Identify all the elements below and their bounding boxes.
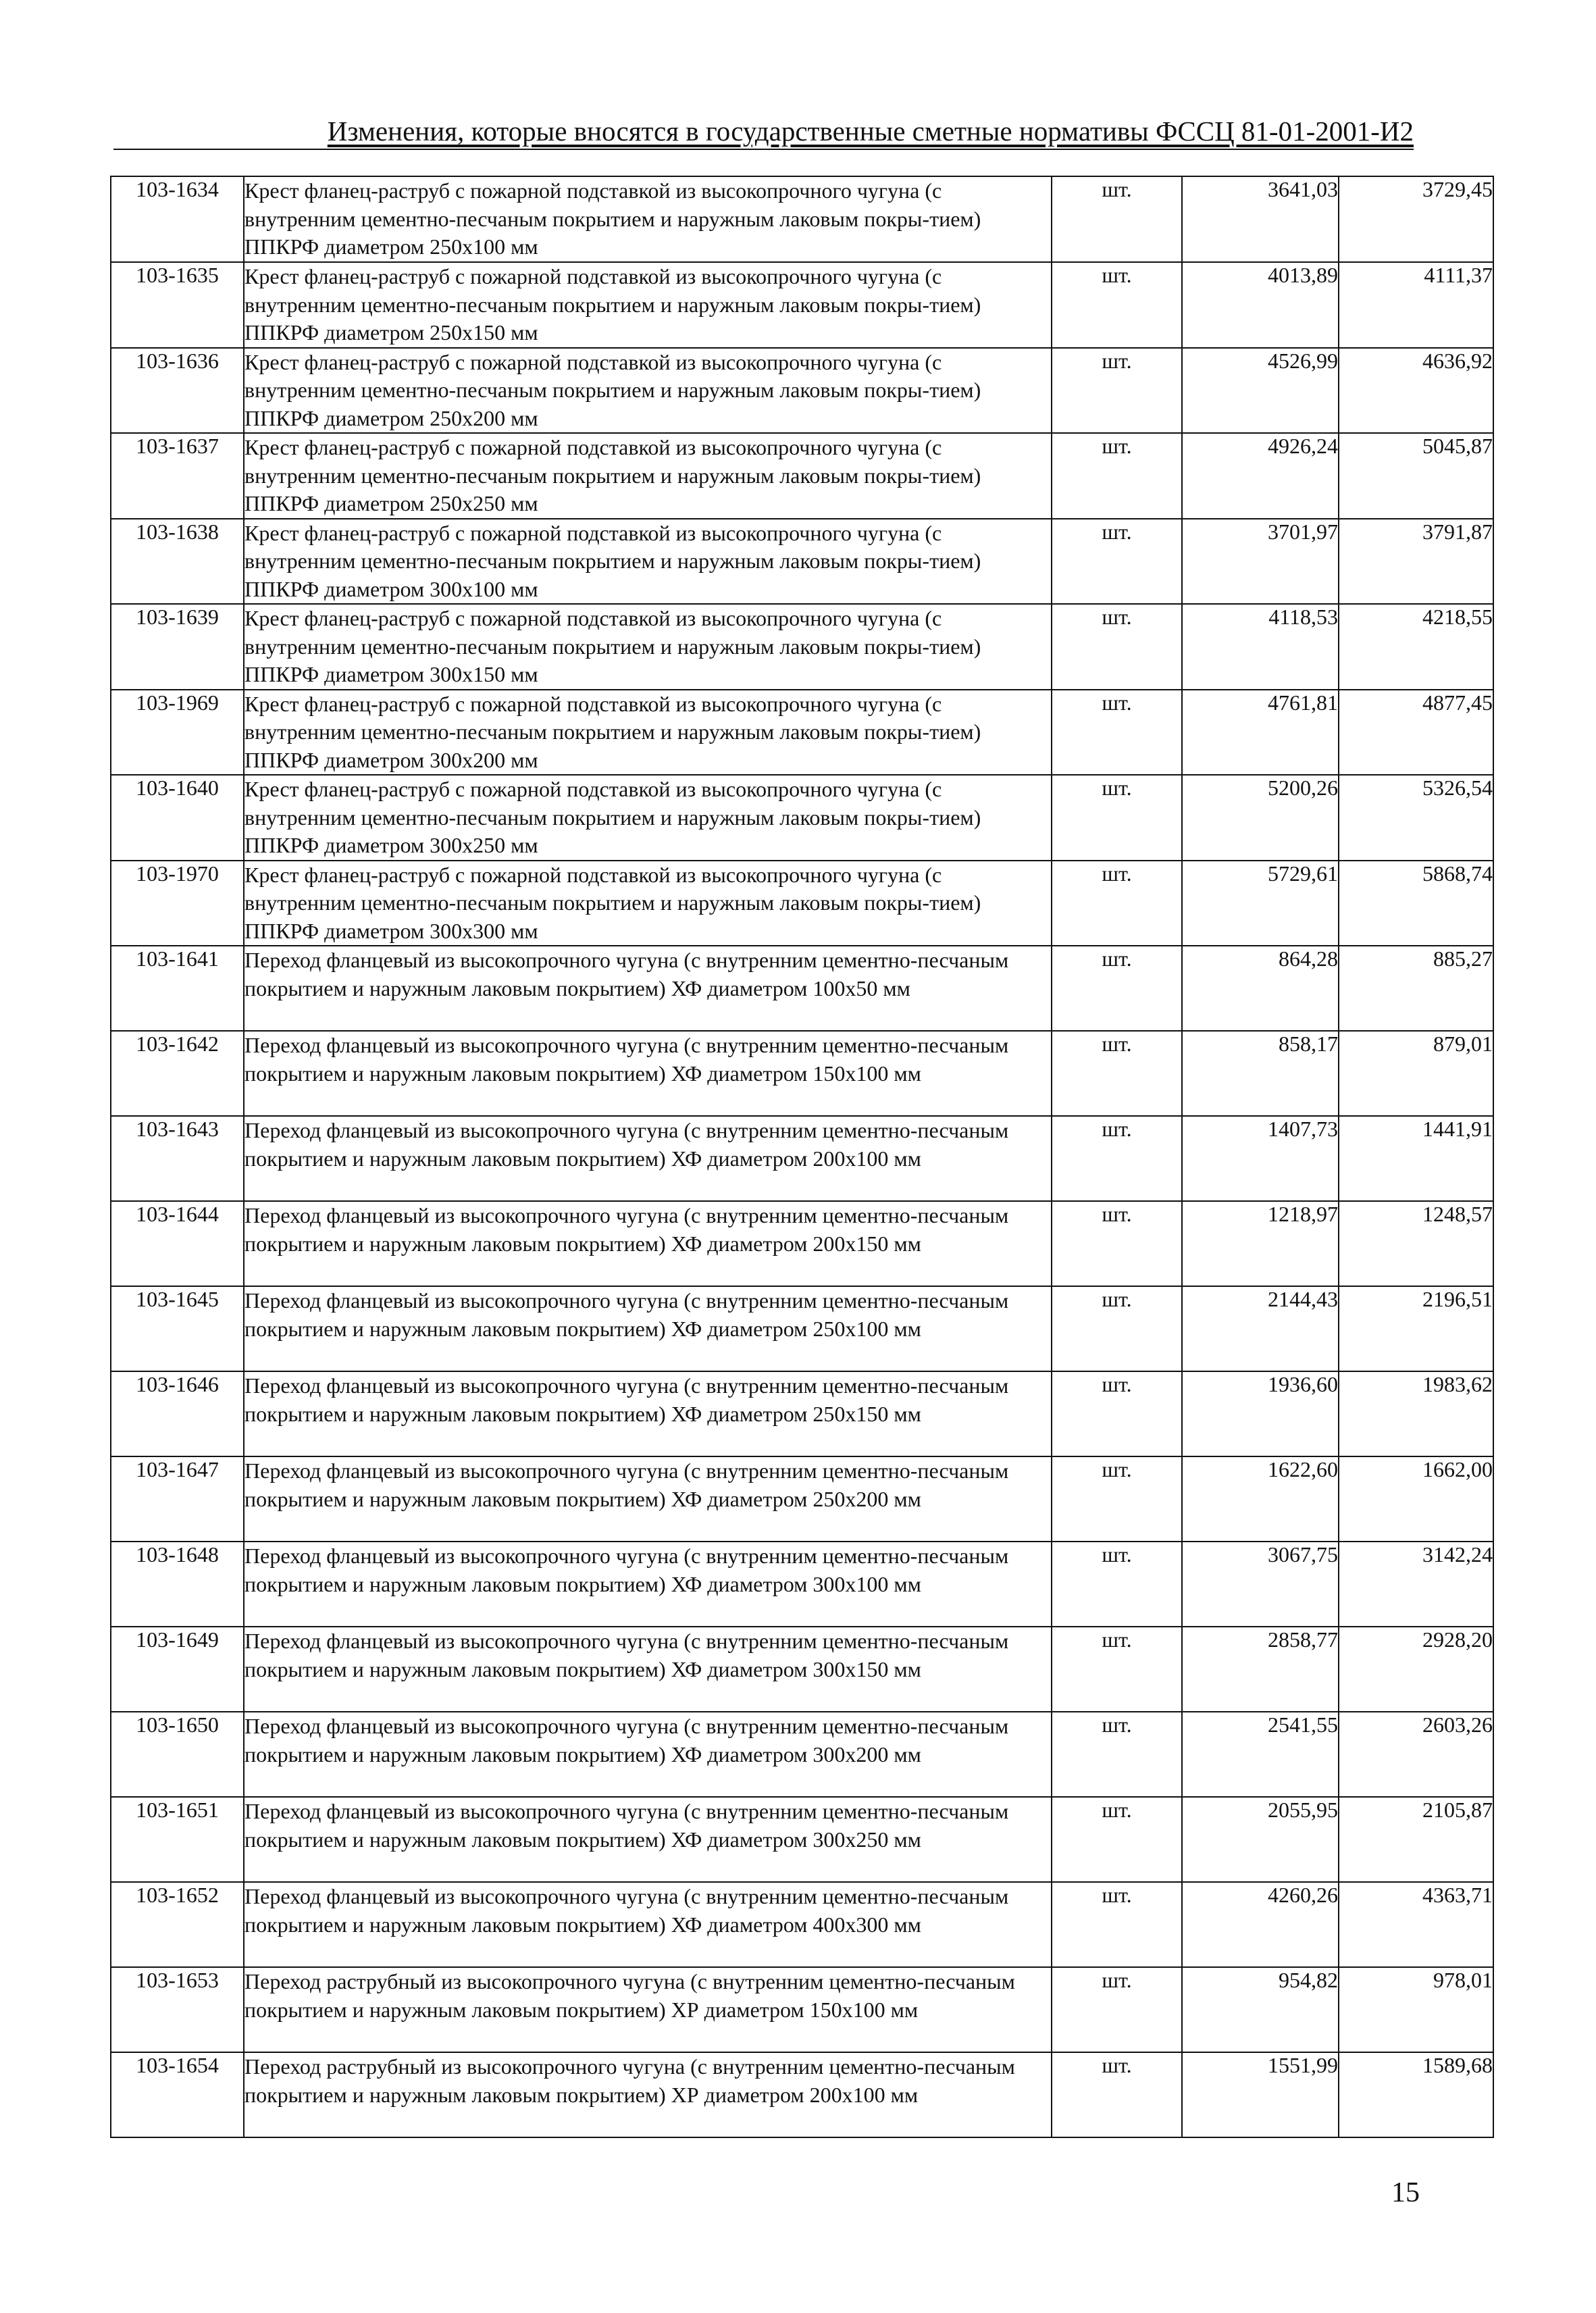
row-code: 103-1642 — [111, 1031, 244, 1116]
row-unit: шт. — [1052, 1371, 1182, 1456]
row-price-2: 2105,87 — [1339, 1797, 1493, 1882]
table-row — [111, 1456, 1493, 1542]
table-row — [111, 1967, 1493, 2052]
row-price-2: 5045,87 — [1339, 433, 1493, 519]
row-code: 103-1635 — [111, 262, 244, 348]
row-code: 103-1653 — [111, 1967, 244, 2052]
page-header — [113, 115, 1414, 150]
row-code: 103-1644 — [111, 1201, 244, 1286]
row-price-1: 5729,61 — [1182, 861, 1339, 946]
row-price-2: 885,27 — [1339, 946, 1493, 1031]
table-row — [111, 1201, 1493, 1286]
row-price-2: 3791,87 — [1339, 519, 1493, 605]
row-description: Переход фланцевый из высокопрочного чугуна (с внутренним цементно-песчаным покрытием и наружным лаковым покрытием) ХФ диаметром 300x150 мм — [244, 1627, 1052, 1712]
row-price-1: 1622,60 — [1182, 1456, 1339, 1542]
row-code: 103-1634 — [111, 176, 244, 262]
row-description: Крест фланец-раструб с пожарной подставкой из высокопрочного чугуна (с внутренним цементно-песчаным покрытием и наружным лаковым покры-тием) ППКРФ диаметром 300x300 мм — [244, 861, 1052, 946]
row-price-2: 1248,57 — [1339, 1201, 1493, 1286]
row-description: Крест фланец-раструб с пожарной подставкой из высокопрочного чугуна (с внутренним цементно-песчаным покрытием и наружным лаковым покры-тием) ППКРФ диаметром 250x250 мм — [244, 433, 1052, 519]
row-unit: шт. — [1052, 946, 1182, 1031]
table-row — [111, 1627, 1493, 1712]
row-price-1: 954,82 — [1182, 1967, 1339, 2052]
row-code: 103-1643 — [111, 1116, 244, 1201]
row-price-1: 4013,89 — [1182, 262, 1339, 348]
row-price-2: 5326,54 — [1339, 775, 1493, 861]
table-row — [111, 690, 1493, 776]
row-description: Переход раструбный из высокопрочного чугуна (с внутренним цементно-песчаным покрытием и наружным лаковым покрытием) ХР диаметром 150x100 мм — [244, 1967, 1052, 2052]
table-row — [111, 348, 1493, 434]
row-unit: шт. — [1052, 1031, 1182, 1116]
row-code: 103-1969 — [111, 690, 244, 776]
row-unit: шт. — [1052, 1286, 1182, 1371]
row-price-1: 1218,97 — [1182, 1201, 1339, 1286]
row-code: 103-1645 — [111, 1286, 244, 1371]
row-price-1: 4260,26 — [1182, 1882, 1339, 1967]
row-unit: шт. — [1052, 690, 1182, 776]
price-table-body — [111, 176, 1493, 2137]
table-row — [111, 946, 1493, 1031]
table-row — [111, 176, 1493, 262]
row-description: Крест фланец-раструб с пожарной подставкой из высокопрочного чугуна (с внутренним цементно-песчаным покрытием и наружным лаковым покры-тием) ППКРФ диаметром 300x250 мм — [244, 775, 1052, 861]
row-code: 103-1640 — [111, 775, 244, 861]
row-price-1: 1551,99 — [1182, 2052, 1339, 2137]
row-price-1: 864,28 — [1182, 946, 1339, 1031]
row-unit: шт. — [1052, 1456, 1182, 1542]
row-price-2: 1589,68 — [1339, 2052, 1493, 2137]
row-code: 103-1650 — [111, 1712, 244, 1797]
row-price-1: 2144,43 — [1182, 1286, 1339, 1371]
row-price-1: 3701,97 — [1182, 519, 1339, 605]
table-row — [111, 433, 1493, 519]
price-table — [110, 176, 1494, 2138]
row-code: 103-1636 — [111, 348, 244, 434]
row-unit: шт. — [1052, 775, 1182, 861]
row-price-1: 4526,99 — [1182, 348, 1339, 434]
row-code: 103-1639 — [111, 604, 244, 690]
row-code: 103-1649 — [111, 1627, 244, 1712]
table-row — [111, 1031, 1493, 1116]
header-title: Изменения, которые вносятся в государственные сметные нормативы ФССЦ 81-01-2001-И2 — [327, 116, 1414, 147]
page-number: 15 — [1391, 2177, 1420, 2208]
table-row — [111, 1371, 1493, 1456]
row-unit: шт. — [1052, 519, 1182, 605]
row-price-2: 5868,74 — [1339, 861, 1493, 946]
row-description: Крест фланец-раструб с пожарной подставкой из высокопрочного чугуна (с внутренним цементно-песчаным покрытием и наружным лаковым покры-тием) ППКРФ диаметром 300x150 мм — [244, 604, 1052, 690]
row-price-1: 3067,75 — [1182, 1542, 1339, 1627]
table-row — [111, 1882, 1493, 1967]
row-unit: шт. — [1052, 1712, 1182, 1797]
row-price-2: 1441,91 — [1339, 1116, 1493, 1201]
row-price-2: 1983,62 — [1339, 1371, 1493, 1456]
row-price-2: 1662,00 — [1339, 1456, 1493, 1542]
row-price-1: 3641,03 — [1182, 176, 1339, 262]
row-price-1: 2055,95 — [1182, 1797, 1339, 1882]
row-unit: шт. — [1052, 262, 1182, 348]
table-row — [111, 1542, 1493, 1627]
row-price-2: 4877,45 — [1339, 690, 1493, 776]
row-price-1: 4118,53 — [1182, 604, 1339, 690]
row-price-1: 2858,77 — [1182, 1627, 1339, 1712]
row-price-2: 2928,20 — [1339, 1627, 1493, 1712]
row-price-1: 4926,24 — [1182, 433, 1339, 519]
row-price-1: 1407,73 — [1182, 1116, 1339, 1201]
row-price-1: 858,17 — [1182, 1031, 1339, 1116]
row-code: 103-1654 — [111, 2052, 244, 2137]
row-description: Переход фланцевый из высокопрочного чугуна (с внутренним цементно-песчаным покрытием и наружным лаковым покрытием) ХФ диаметром 300x250 мм — [244, 1797, 1052, 1882]
row-description: Переход фланцевый из высокопрочного чугуна (с внутренним цементно-песчаным покрытием и наружным лаковым покрытием) ХФ диаметром 200x150 мм — [244, 1201, 1052, 1286]
row-description: Переход фланцевый из высокопрочного чугуна (с внутренним цементно-песчаным покрытием и наружным лаковым покрытием) ХФ диаметром 150x100 мм — [244, 1031, 1052, 1116]
row-unit: шт. — [1052, 176, 1182, 262]
row-description: Переход фланцевый из высокопрочного чугуна (с внутренним цементно-песчаным покрытием и наружным лаковым покрытием) ХФ диаметром 300x200 мм — [244, 1712, 1052, 1797]
row-unit: шт. — [1052, 1627, 1182, 1712]
row-price-1: 4761,81 — [1182, 690, 1339, 776]
row-code: 103-1648 — [111, 1542, 244, 1627]
row-unit: шт. — [1052, 433, 1182, 519]
row-price-2: 3729,45 — [1339, 176, 1493, 262]
row-code: 103-1637 — [111, 433, 244, 519]
row-description: Переход фланцевый из высокопрочного чугуна (с внутренним цементно-песчаным покрытием и наружным лаковым покрытием) ХФ диаметром 400x300 мм — [244, 1882, 1052, 1967]
row-unit: шт. — [1052, 1201, 1182, 1286]
row-price-1: 2541,55 — [1182, 1712, 1339, 1797]
row-code: 103-1970 — [111, 861, 244, 946]
table-row — [111, 1712, 1493, 1797]
table-row — [111, 775, 1493, 861]
row-unit: шт. — [1052, 348, 1182, 434]
table-row — [111, 1286, 1493, 1371]
row-unit: шт. — [1052, 1116, 1182, 1201]
row-unit: шт. — [1052, 1967, 1182, 2052]
row-description: Крест фланец-раструб с пожарной подставкой из высокопрочного чугуна (с внутренним цементно-песчаным покрытием и наружным лаковым покры-тием) ППКРФ диаметром 300x200 мм — [244, 690, 1052, 776]
row-code: 103-1641 — [111, 946, 244, 1031]
row-code: 103-1647 — [111, 1456, 244, 1542]
row-price-2: 4218,55 — [1339, 604, 1493, 690]
table-row — [111, 604, 1493, 690]
row-unit: шт. — [1052, 604, 1182, 690]
row-description: Крест фланец-раструб с пожарной подставкой из высокопрочного чугуна (с внутренним цементно-песчаным покрытием и наружным лаковым покры-тием) ППКРФ диаметром 250x100 мм — [244, 176, 1052, 262]
row-unit: шт. — [1052, 861, 1182, 946]
row-description: Переход фланцевый из высокопрочного чугуна (с внутренним цементно-песчаным покрытием и наружным лаковым покрытием) ХФ диаметром 300x100 мм — [244, 1542, 1052, 1627]
row-description: Переход фланцевый из высокопрочного чугуна (с внутренним цементно-песчаным покрытием и наружным лаковым покрытием) ХФ диаметром 250x200 мм — [244, 1456, 1052, 1542]
row-unit: шт. — [1052, 1882, 1182, 1967]
row-description: Крест фланец-раструб с пожарной подставкой из высокопрочного чугуна (с внутренним цементно-песчаным покрытием и наружным лаковым покры-тием) ППКРФ диаметром 250x150 мм — [244, 262, 1052, 348]
row-unit: шт. — [1052, 1797, 1182, 1882]
row-price-1: 5200,26 — [1182, 775, 1339, 861]
table-row — [111, 861, 1493, 946]
row-code: 103-1646 — [111, 1371, 244, 1456]
row-description: Переход фланцевый из высокопрочного чугуна (с внутренним цементно-песчаным покрытием и наружным лаковым покрытием) ХФ диаметром 100x50 мм — [244, 946, 1052, 1031]
row-description: Переход фланцевый из высокопрочного чугуна (с внутренним цементно-песчаным покрытием и наружным лаковым покрытием) ХФ диаметром 250x150 мм — [244, 1371, 1052, 1456]
row-description: Переход фланцевый из высокопрочного чугуна (с внутренним цементно-песчаным покрытием и наружным лаковым покрытием) ХФ диаметром 200x100 мм — [244, 1116, 1052, 1201]
row-code: 103-1652 — [111, 1882, 244, 1967]
row-description: Крест фланец-раструб с пожарной подставкой из высокопрочного чугуна (с внутренним цементно-песчаным покрытием и наружным лаковым покры-тием) ППКРФ диаметром 300x100 мм — [244, 519, 1052, 605]
row-price-2: 978,01 — [1339, 1967, 1493, 2052]
row-description: Крест фланец-раструб с пожарной подставкой из высокопрочного чугуна (с внутренним цементно-песчаным покрытием и наружным лаковым покры-тием) ППКРФ диаметром 250x200 мм — [244, 348, 1052, 434]
row-price-2: 2196,51 — [1339, 1286, 1493, 1371]
row-price-2: 4111,37 — [1339, 262, 1493, 348]
row-unit: шт. — [1052, 1542, 1182, 1627]
row-description: Переход раструбный из высокопрочного чугуна (с внутренним цементно-песчаным покрытием и наружным лаковым покрытием) ХР диаметром 200x100 мм — [244, 2052, 1052, 2137]
row-price-2: 879,01 — [1339, 1031, 1493, 1116]
row-code: 103-1638 — [111, 519, 244, 605]
table-row — [111, 1116, 1493, 1201]
table-row — [111, 2052, 1493, 2137]
table-row — [111, 519, 1493, 605]
row-unit: шт. — [1052, 2052, 1182, 2137]
row-price-1: 1936,60 — [1182, 1371, 1339, 1456]
row-code: 103-1651 — [111, 1797, 244, 1882]
row-description: Переход фланцевый из высокопрочного чугуна (с внутренним цементно-песчаным покрытием и наружным лаковым покрытием) ХФ диаметром 250x100 мм — [244, 1286, 1052, 1371]
table-row — [111, 262, 1493, 348]
row-price-2: 4636,92 — [1339, 348, 1493, 434]
row-price-2: 3142,24 — [1339, 1542, 1493, 1627]
row-price-2: 2603,26 — [1339, 1712, 1493, 1797]
table-row — [111, 1797, 1493, 1882]
row-price-2: 4363,71 — [1339, 1882, 1493, 1967]
